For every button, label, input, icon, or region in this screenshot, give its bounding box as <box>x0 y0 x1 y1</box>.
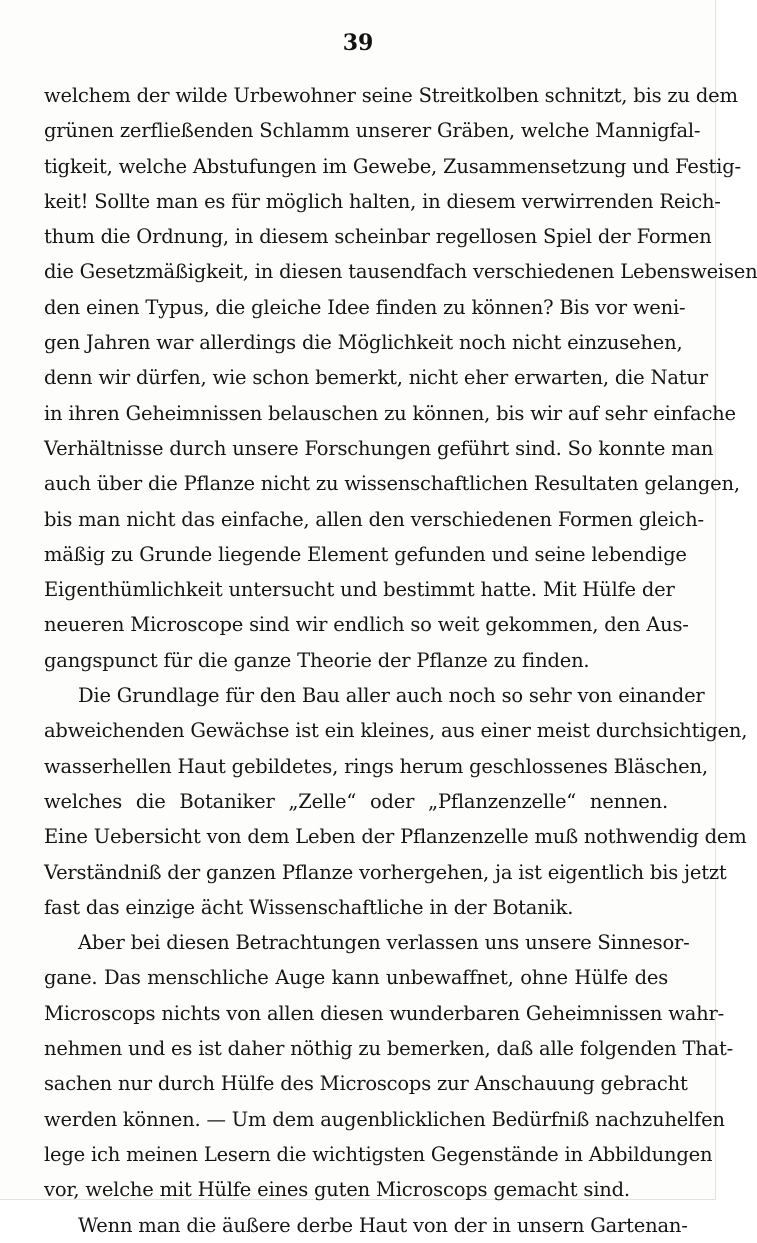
text-line: gen Jahren war allerdings die Möglichkeit noch nicht einzusehen, <box>44 331 683 355</box>
text-line: bis man nicht das einfache, allen den verschiedenen Formen gleich- <box>44 507 704 531</box>
text-line: Verständniß der ganzen Pflanze vorhergehen, ja ist eigentlich bis jetzt <box>44 860 727 884</box>
text-line: wasserhellen Haut gebildetes, rings herum geschlossenes Bläschen, <box>44 754 708 778</box>
text-line: keit! Sollte man es für möglich halten, in diesem verwirrenden Reich- <box>44 189 721 213</box>
text-line: thum die Ordnung, in diesem scheinbar regellosen Spiel der Formen <box>44 225 712 249</box>
text-line: Aber bei diesen Betrachtungen verlassen uns unsere Sinnesor- <box>78 931 690 955</box>
text-line: gangspunct für die ganze Theorie der Pflanze zu finden. <box>44 648 590 672</box>
text-line: nehmen und es ist daher nöthig zu bemerken, daß alle folgenden That- <box>44 1037 734 1061</box>
text-line: Wenn man die äußere derbe Haut von der in unsern Gartenan- <box>78 1213 688 1237</box>
body-text <box>44 78 757 1243</box>
text-line: Eine Uebersicht von dem Leben der Pflanzenzelle muß nothwendig dem <box>44 825 747 849</box>
text-line: gane. Das menschliche Auge kann unbewaffnet, ohne Hülfe des <box>44 966 668 990</box>
text-line: fast das einzige ächt Wissenschaftliche in der Botanik. <box>44 895 574 919</box>
text-line: tigkeit, welche Abstufungen im Gewebe, Zusammensetzung und Festig- <box>44 154 741 178</box>
text-line: auch über die Pflanze nicht zu wissenschaftlichen Resultaten gelangen, <box>44 472 740 496</box>
text-line: den einen Typus, die gleiche Idee finden zu können? Bis vor weni- <box>44 295 686 319</box>
text-line: mäßig zu Grunde liegende Element gefunden und seine lebendige <box>44 542 687 566</box>
text-line: lege ich meinen Lesern die wichtigsten Gegenstände in Abbildungen <box>44 1142 713 1166</box>
text-line: welches die Botaniker „Zelle“ oder „Pflanzenzelle“ nennen. <box>44 789 668 813</box>
text-line: werden können. — Um dem augenblicklichen Bedürfniß nachzuhelfen <box>44 1107 725 1131</box>
text-line: Die Grundlage für den Bau aller auch noch so sehr von einander <box>78 684 705 708</box>
text-line: Eigenthümlichkeit untersucht und bestimmt hatte. Mit Hülfe der <box>44 578 675 602</box>
text-line: abweichenden Gewächse ist ein kleines, aus einer meist durchsichtigen, <box>44 719 748 743</box>
text-line: die Gesetzmäßigkeit, in diesen tausendfach verschiedenen Lebensweisen <box>44 260 757 284</box>
text-line: Microscops nichts von allen diesen wunderbaren Geheimnissen wahr- <box>44 1001 725 1025</box>
text-line: vor, welche mit Hülfe eines guten Microscops gemacht sind. <box>44 1178 630 1202</box>
text-line: grünen zerfließenden Schlamm unserer Gräben, welche Mannigfal- <box>44 119 701 143</box>
page-number: 39 <box>342 30 374 56</box>
text-line: neueren Microscope sind wir endlich so weit gekommen, den Aus- <box>44 613 689 637</box>
text-line: sachen nur durch Hülfe des Microscops zur Anschauung gebracht <box>44 1072 688 1096</box>
text-line: Verhältnisse durch unsere Forschungen geführt sind. So konnte man <box>44 436 714 460</box>
text-line: in ihren Geheimnissen belauschen zu können, bis wir auf sehr einfache <box>44 401 736 425</box>
text-line: denn wir dürfen, wie schon bemerkt, nicht eher erwarten, die Natur <box>44 366 708 390</box>
text-line: welchem der wilde Urbewohner seine Streitkolben schnitzt, bis zu dem <box>44 84 738 107</box>
